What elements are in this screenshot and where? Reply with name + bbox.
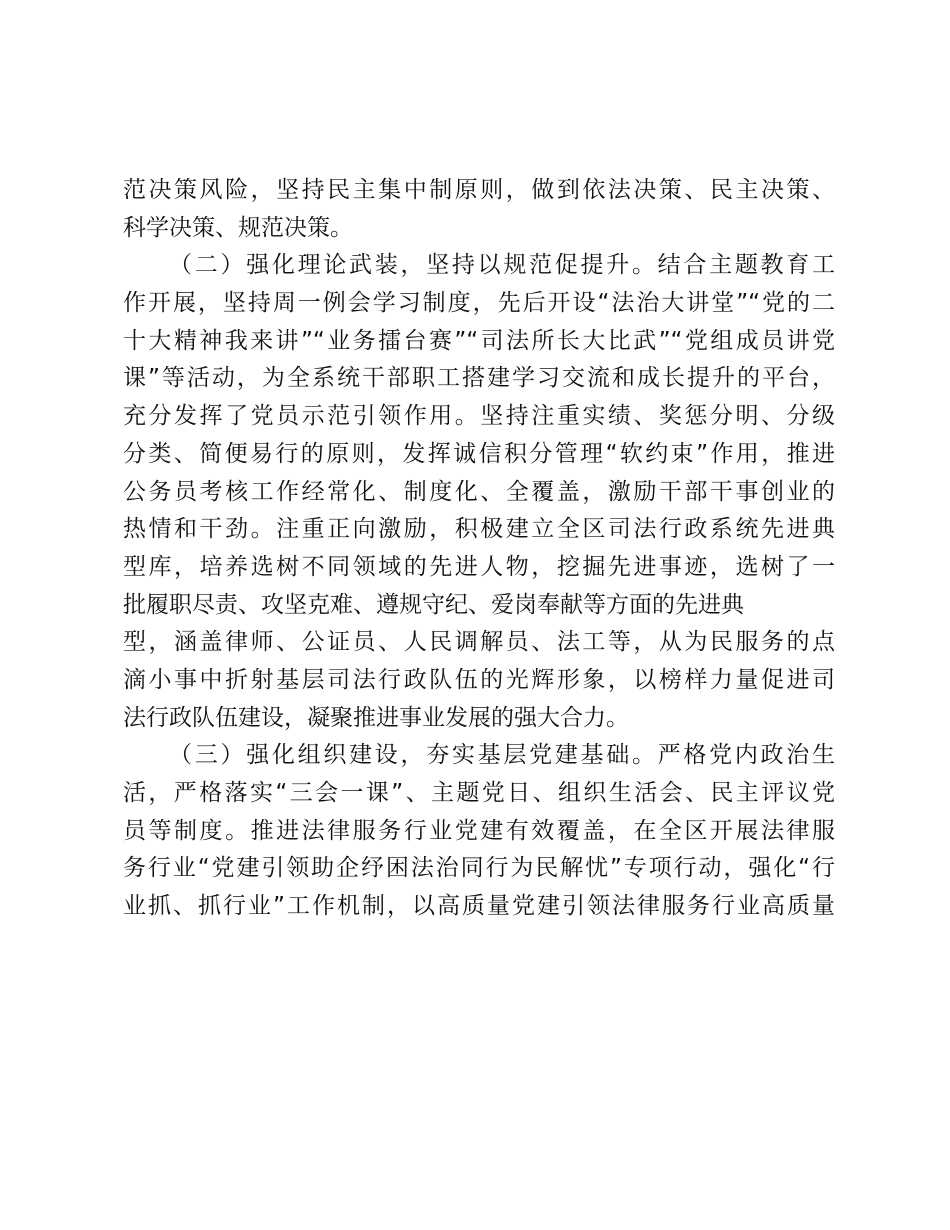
text-line: 分类、简便易行的原则，发挥诚信积分管理“软约束”作用，推进: [123, 440, 835, 467]
text-line: 课”等活动，为全系统干部职工搭建学习交流和成长提升的平台，: [123, 365, 835, 392]
paragraph-heading-line: （三）强化组织建设，夯实基层党建基础。严格党内政治生: [169, 742, 835, 769]
text-line: 科学决策、规范决策。: [123, 214, 353, 241]
text-line: 法行政队伍建设，凝聚推进事业发展的强大合力。: [123, 704, 629, 731]
body-text: [123, 172, 835, 926]
text-line: 型，涵盖律师、公证员、人民调解员、法工等，从为民服务的点: [123, 629, 835, 656]
text-line: 业抓、抓行业”工作机制，以高质量党建引领法律服务行业高质量: [123, 893, 835, 920]
paragraph-heading-line: （二）强化理论武装，坚持以规范促提升。结合主题教育工: [169, 252, 835, 279]
text-line: 员等制度。推进法律服务行业党建有效覆盖，在全区开展法律服: [123, 817, 835, 844]
text-line: 活，严格落实“三会一课”、主题党日、组织生活会、民主评议党: [123, 780, 835, 806]
text-line: 批履职尽责、攻坚克难、遵规守纪、爱岗奉献等方面的先进典: [123, 591, 744, 618]
text-line: 充分发挥了党员示范引领作用。坚持注重实绩、奖惩分明、分级: [123, 403, 835, 430]
text-line: 滴小事中折射基层司法行政队伍的光辉形象，以榜样力量促进司: [123, 666, 835, 693]
text-line: 务行业“党建引领助企纾困法治同行为民解忧”专项行动，强化“行: [123, 855, 835, 882]
text-line: 作开展，坚持周一例会学习制度，先后开设“法治大讲堂”“党的二: [123, 290, 835, 317]
text-line: 热情和干劲。注重正向激励，积极建立全区司法行政系统先进典: [123, 516, 835, 543]
text-line: 范决策风险，坚持民主集中制原则，做到依法决策、民主决策、: [123, 177, 835, 203]
text-line: 公务员考核工作经常化、制度化、全覆盖，激励干部干事创业的: [123, 478, 835, 505]
text-line: 型库，培养选树不同领域的先进人物，挖掘先进事迹，选树了一: [123, 553, 835, 580]
text-line: 十大精神我来讲”“业务擂台赛”“司法所长大比武”“党组成员讲党: [123, 327, 835, 354]
